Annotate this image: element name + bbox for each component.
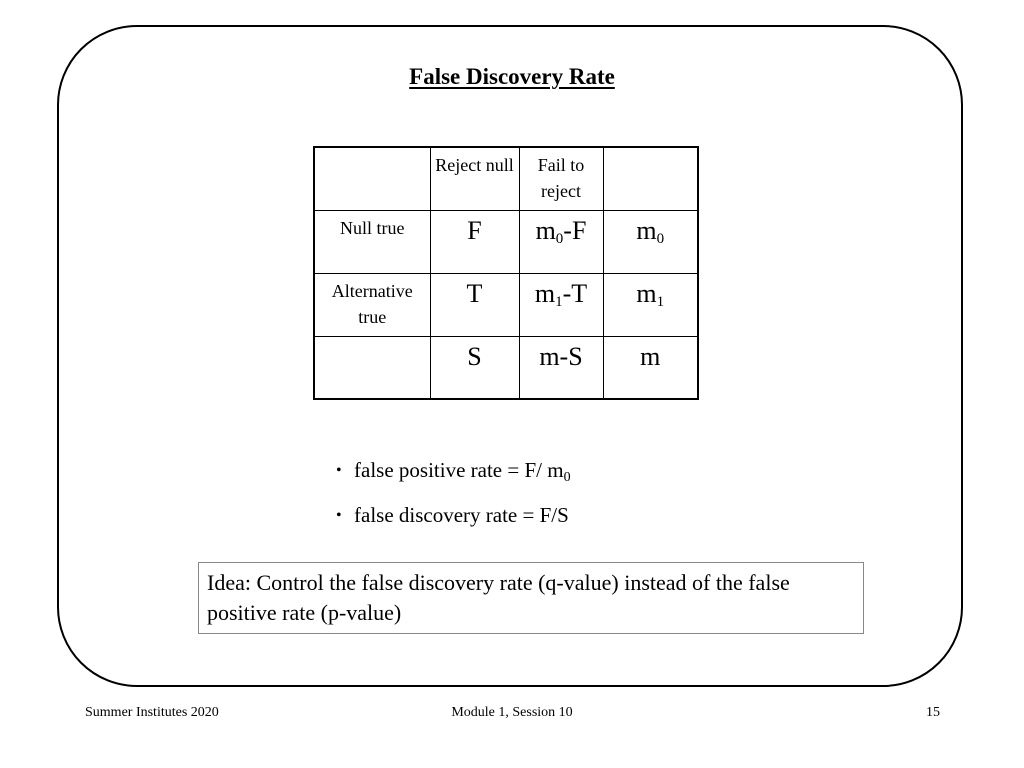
bullet-false-positive-rate: • false positive rate = F/ $m_0$ bbox=[336, 452, 571, 497]
row-label-null-true: Null true bbox=[314, 210, 430, 273]
bullet-icon: • bbox=[336, 507, 342, 524]
table-row-null-true bbox=[314, 210, 698, 273]
cell-false-negatives: $m_1-T$ bbox=[519, 273, 603, 336]
header-cell-reject-null: Reject null bbox=[430, 147, 519, 210]
header-cell-empty-left bbox=[314, 147, 430, 210]
cell-total-not-rejected: m-S bbox=[519, 336, 603, 399]
footer-center: Module 1, Session 10 bbox=[451, 705, 573, 720]
row-label-totals bbox=[314, 336, 430, 399]
cell-false-positives: F bbox=[430, 210, 519, 273]
header-cell-empty-right bbox=[603, 147, 698, 210]
cell-alternative-total: $m_1$ bbox=[603, 273, 698, 336]
bullet-false-discovery-rate: • false discovery rate = F/S bbox=[336, 497, 571, 542]
cell-grand-total: m bbox=[603, 336, 698, 399]
slide-title: False Discovery Rate bbox=[409, 64, 615, 89]
cell-total-rejected: S bbox=[430, 336, 519, 399]
table-row-alternative-true bbox=[314, 273, 698, 336]
bullet-icon: • bbox=[336, 462, 342, 479]
cell-true-negatives: $m_0-F$ bbox=[519, 210, 603, 273]
table-row-totals bbox=[314, 336, 698, 399]
cell-true-positives: T bbox=[430, 273, 519, 336]
cell-null-total: $m_0$ bbox=[603, 210, 698, 273]
footer-left: Summer Institutes 2020 bbox=[85, 705, 219, 720]
page-number: 15 bbox=[926, 705, 940, 720]
table-header-row bbox=[314, 147, 698, 210]
row-label-alternative-true: Alternative true bbox=[314, 273, 430, 336]
header-cell-fail-to-reject: Fail to reject bbox=[519, 147, 603, 210]
definition-list bbox=[336, 452, 571, 542]
idea-box: Idea: Control the false discovery rate (q-value) instead of the false positive rate (p-value) bbox=[198, 562, 864, 634]
outcome-table bbox=[313, 146, 699, 400]
